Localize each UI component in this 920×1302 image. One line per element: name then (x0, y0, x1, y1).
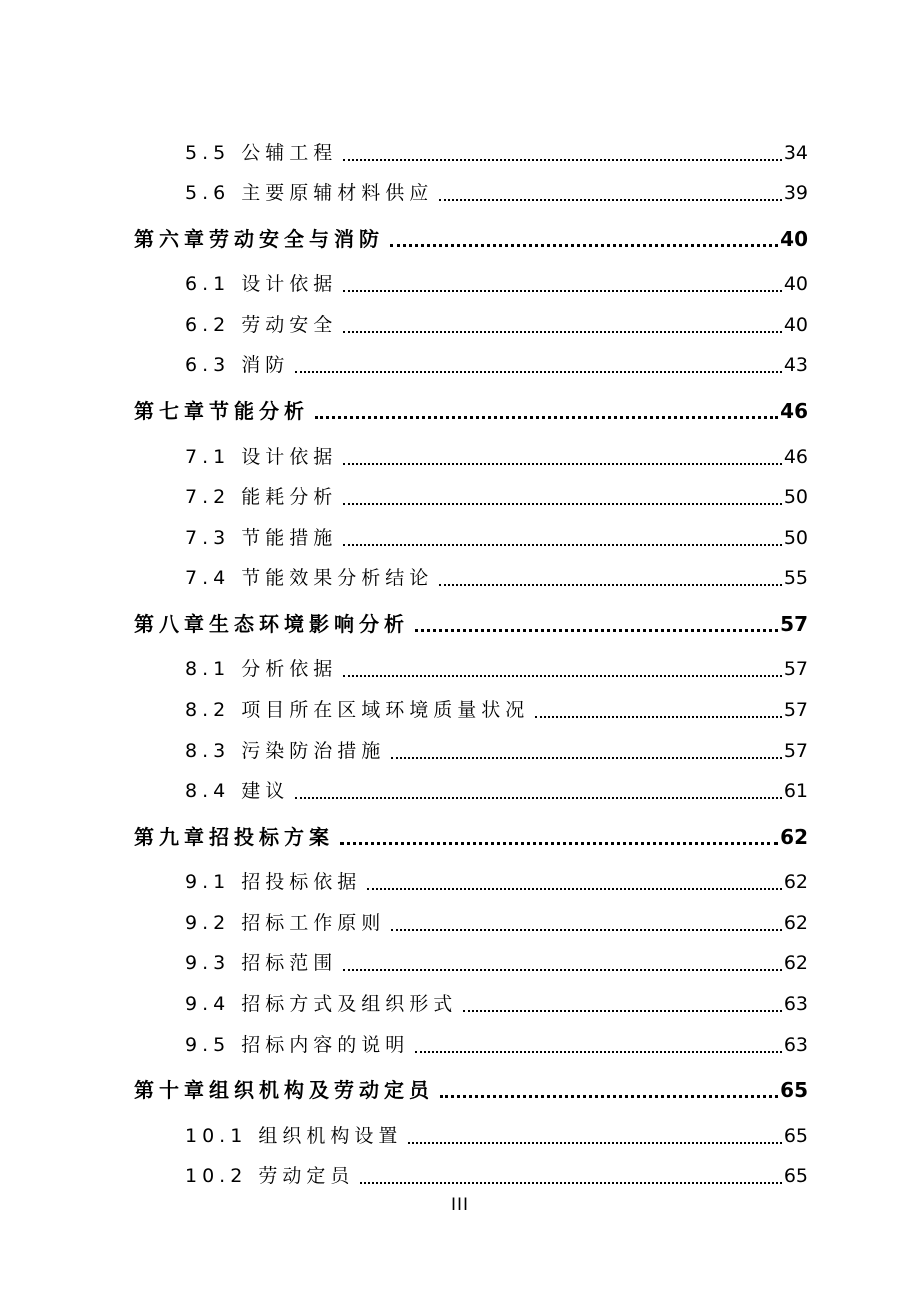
toc-section-entry[interactable] (185, 563, 808, 593)
toc-entry-title: 7.4 节能效果分析结论 (185, 567, 434, 589)
toc-dot-leader (343, 503, 782, 505)
toc-entry-title: 7.1 设计依据 (185, 446, 338, 468)
toc-dot-leader (340, 842, 778, 845)
toc-entry-title: 8.4 建议 (185, 780, 290, 802)
toc-entry-page-number: 65 (783, 1125, 808, 1147)
toc-section-entry[interactable] (185, 908, 808, 938)
toc-entry-title: 10.1 组织机构设置 (185, 1125, 403, 1147)
toc-section-entry[interactable] (185, 654, 808, 684)
toc-entry-page-number: 65 (780, 1078, 808, 1102)
toc-dot-leader (440, 1095, 778, 1098)
toc-dot-leader (415, 629, 778, 632)
toc-entry-page-number: 50 (783, 486, 808, 508)
toc-dot-leader (343, 331, 782, 333)
toc-entry-page-number: 61 (783, 780, 808, 802)
toc-section-entry[interactable] (185, 1030, 808, 1060)
toc-entry-title: 第六章劳动安全与消防 (134, 227, 384, 251)
toc-section-entry[interactable] (185, 695, 808, 725)
toc-dot-leader (535, 716, 782, 718)
toc-section-entry[interactable] (185, 442, 808, 472)
toc-entry-page-number: 57 (783, 699, 808, 721)
toc-entry-page-number: 63 (783, 1034, 808, 1056)
toc-entry-title: 7.2 能耗分析 (185, 486, 338, 508)
toc-entry-page-number: 39 (783, 182, 808, 204)
toc-dot-leader (295, 797, 782, 799)
toc-entry-title: 第七章节能分析 (134, 399, 309, 423)
toc-chapter-entry[interactable] (134, 396, 808, 426)
toc-entry-page-number: 63 (783, 993, 808, 1015)
toc-section-entry[interactable] (185, 776, 808, 806)
toc-entry-title: 9.2 招标工作原则 (185, 912, 386, 934)
toc-entry-title: 6.3 消防 (185, 354, 290, 376)
toc-chapter-entry[interactable] (134, 224, 808, 254)
toc-section-entry[interactable] (185, 178, 808, 208)
toc-section-entry[interactable] (185, 310, 808, 340)
toc-entry-page-number: 65 (783, 1165, 808, 1187)
toc-dot-leader (360, 1182, 781, 1184)
toc-section-entry[interactable] (185, 736, 808, 766)
toc-dot-leader (408, 1142, 781, 1144)
toc-entry-title: 第十章组织机构及劳动定员 (134, 1078, 434, 1102)
toc-entry-page-number: 34 (783, 142, 808, 164)
toc-dot-leader (343, 463, 782, 465)
toc-chapter-entry[interactable] (134, 822, 808, 852)
toc-dot-leader (391, 757, 782, 759)
toc-entry-title: 8.2 项目所在区域环境质量状况 (185, 699, 530, 721)
toc-dot-leader (343, 969, 782, 971)
toc-entry-page-number: 57 (783, 740, 808, 762)
toc-entry-page-number: 43 (783, 354, 808, 376)
toc-section-entry[interactable] (185, 867, 808, 897)
toc-section-entry[interactable] (185, 269, 808, 299)
toc-entry-title: 9.3 招标范围 (185, 952, 338, 974)
toc-entry-page-number: 50 (783, 527, 808, 549)
toc-entry-page-number: 46 (780, 399, 808, 423)
toc-dot-leader (390, 244, 778, 247)
toc-entry-title: 7.3 节能措施 (185, 527, 338, 549)
toc-dot-leader (315, 416, 778, 419)
toc-dot-leader (391, 929, 782, 931)
toc-section-entry[interactable] (185, 138, 808, 168)
toc-entry-page-number: 57 (783, 658, 808, 680)
toc-chapter-entry[interactable] (134, 609, 808, 639)
toc-entry-title: 6.1 设计依据 (185, 273, 338, 295)
toc-entry-title: 8.3 污染防治措施 (185, 740, 386, 762)
toc-entry-title: 8.1 分析依据 (185, 658, 338, 680)
toc-entry-title: 第九章招投标方案 (134, 825, 334, 849)
toc-entry-page-number: 62 (783, 871, 808, 893)
toc-entry-page-number: 40 (783, 273, 808, 295)
toc-section-entry[interactable] (185, 523, 808, 553)
toc-dot-leader (463, 1010, 782, 1012)
toc-entry-page-number: 40 (783, 314, 808, 336)
toc-section-entry[interactable] (185, 1161, 808, 1191)
toc-section-entry[interactable] (185, 989, 808, 1019)
toc-entry-title: 9.5 招标内容的说明 (185, 1034, 410, 1056)
toc-dot-leader (343, 675, 782, 677)
toc-entry-title: 9.1 招投标依据 (185, 871, 362, 893)
page-number-footer: III (450, 1195, 470, 1215)
toc-dot-leader (439, 584, 782, 586)
toc-section-entry[interactable] (185, 948, 808, 978)
toc-entry-page-number: 40 (780, 227, 808, 251)
toc-entry-page-number: 55 (783, 567, 808, 589)
toc-section-entry[interactable] (185, 1121, 808, 1151)
toc-entry-page-number: 62 (780, 825, 808, 849)
toc-entry-title: 5.6 主要原辅材料供应 (185, 182, 434, 204)
toc-dot-leader (415, 1051, 782, 1053)
toc-entry-page-number: 62 (783, 952, 808, 974)
toc-entry-page-number: 62 (783, 912, 808, 934)
toc-dot-leader (343, 544, 782, 546)
toc-dot-leader (295, 371, 782, 373)
toc-dot-leader (367, 888, 782, 890)
toc-dot-leader (343, 159, 782, 161)
toc-section-entry[interactable] (185, 350, 808, 380)
toc-entry-title: 5.5 公辅工程 (185, 142, 338, 164)
toc-chapter-entry[interactable] (134, 1075, 808, 1105)
toc-entry-title: 10.2 劳动定员 (185, 1165, 355, 1187)
toc-entry-page-number: 57 (780, 612, 808, 636)
toc-entry-title: 6.2 劳动安全 (185, 314, 338, 336)
toc-entry-title: 第八章生态环境影响分析 (134, 612, 409, 636)
toc-dot-leader (439, 199, 782, 201)
toc-entry-title: 9.4 招标方式及组织形式 (185, 993, 458, 1015)
toc-dot-leader (343, 290, 782, 292)
toc-entry-page-number: 46 (783, 446, 808, 468)
toc-section-entry[interactable] (185, 482, 808, 512)
